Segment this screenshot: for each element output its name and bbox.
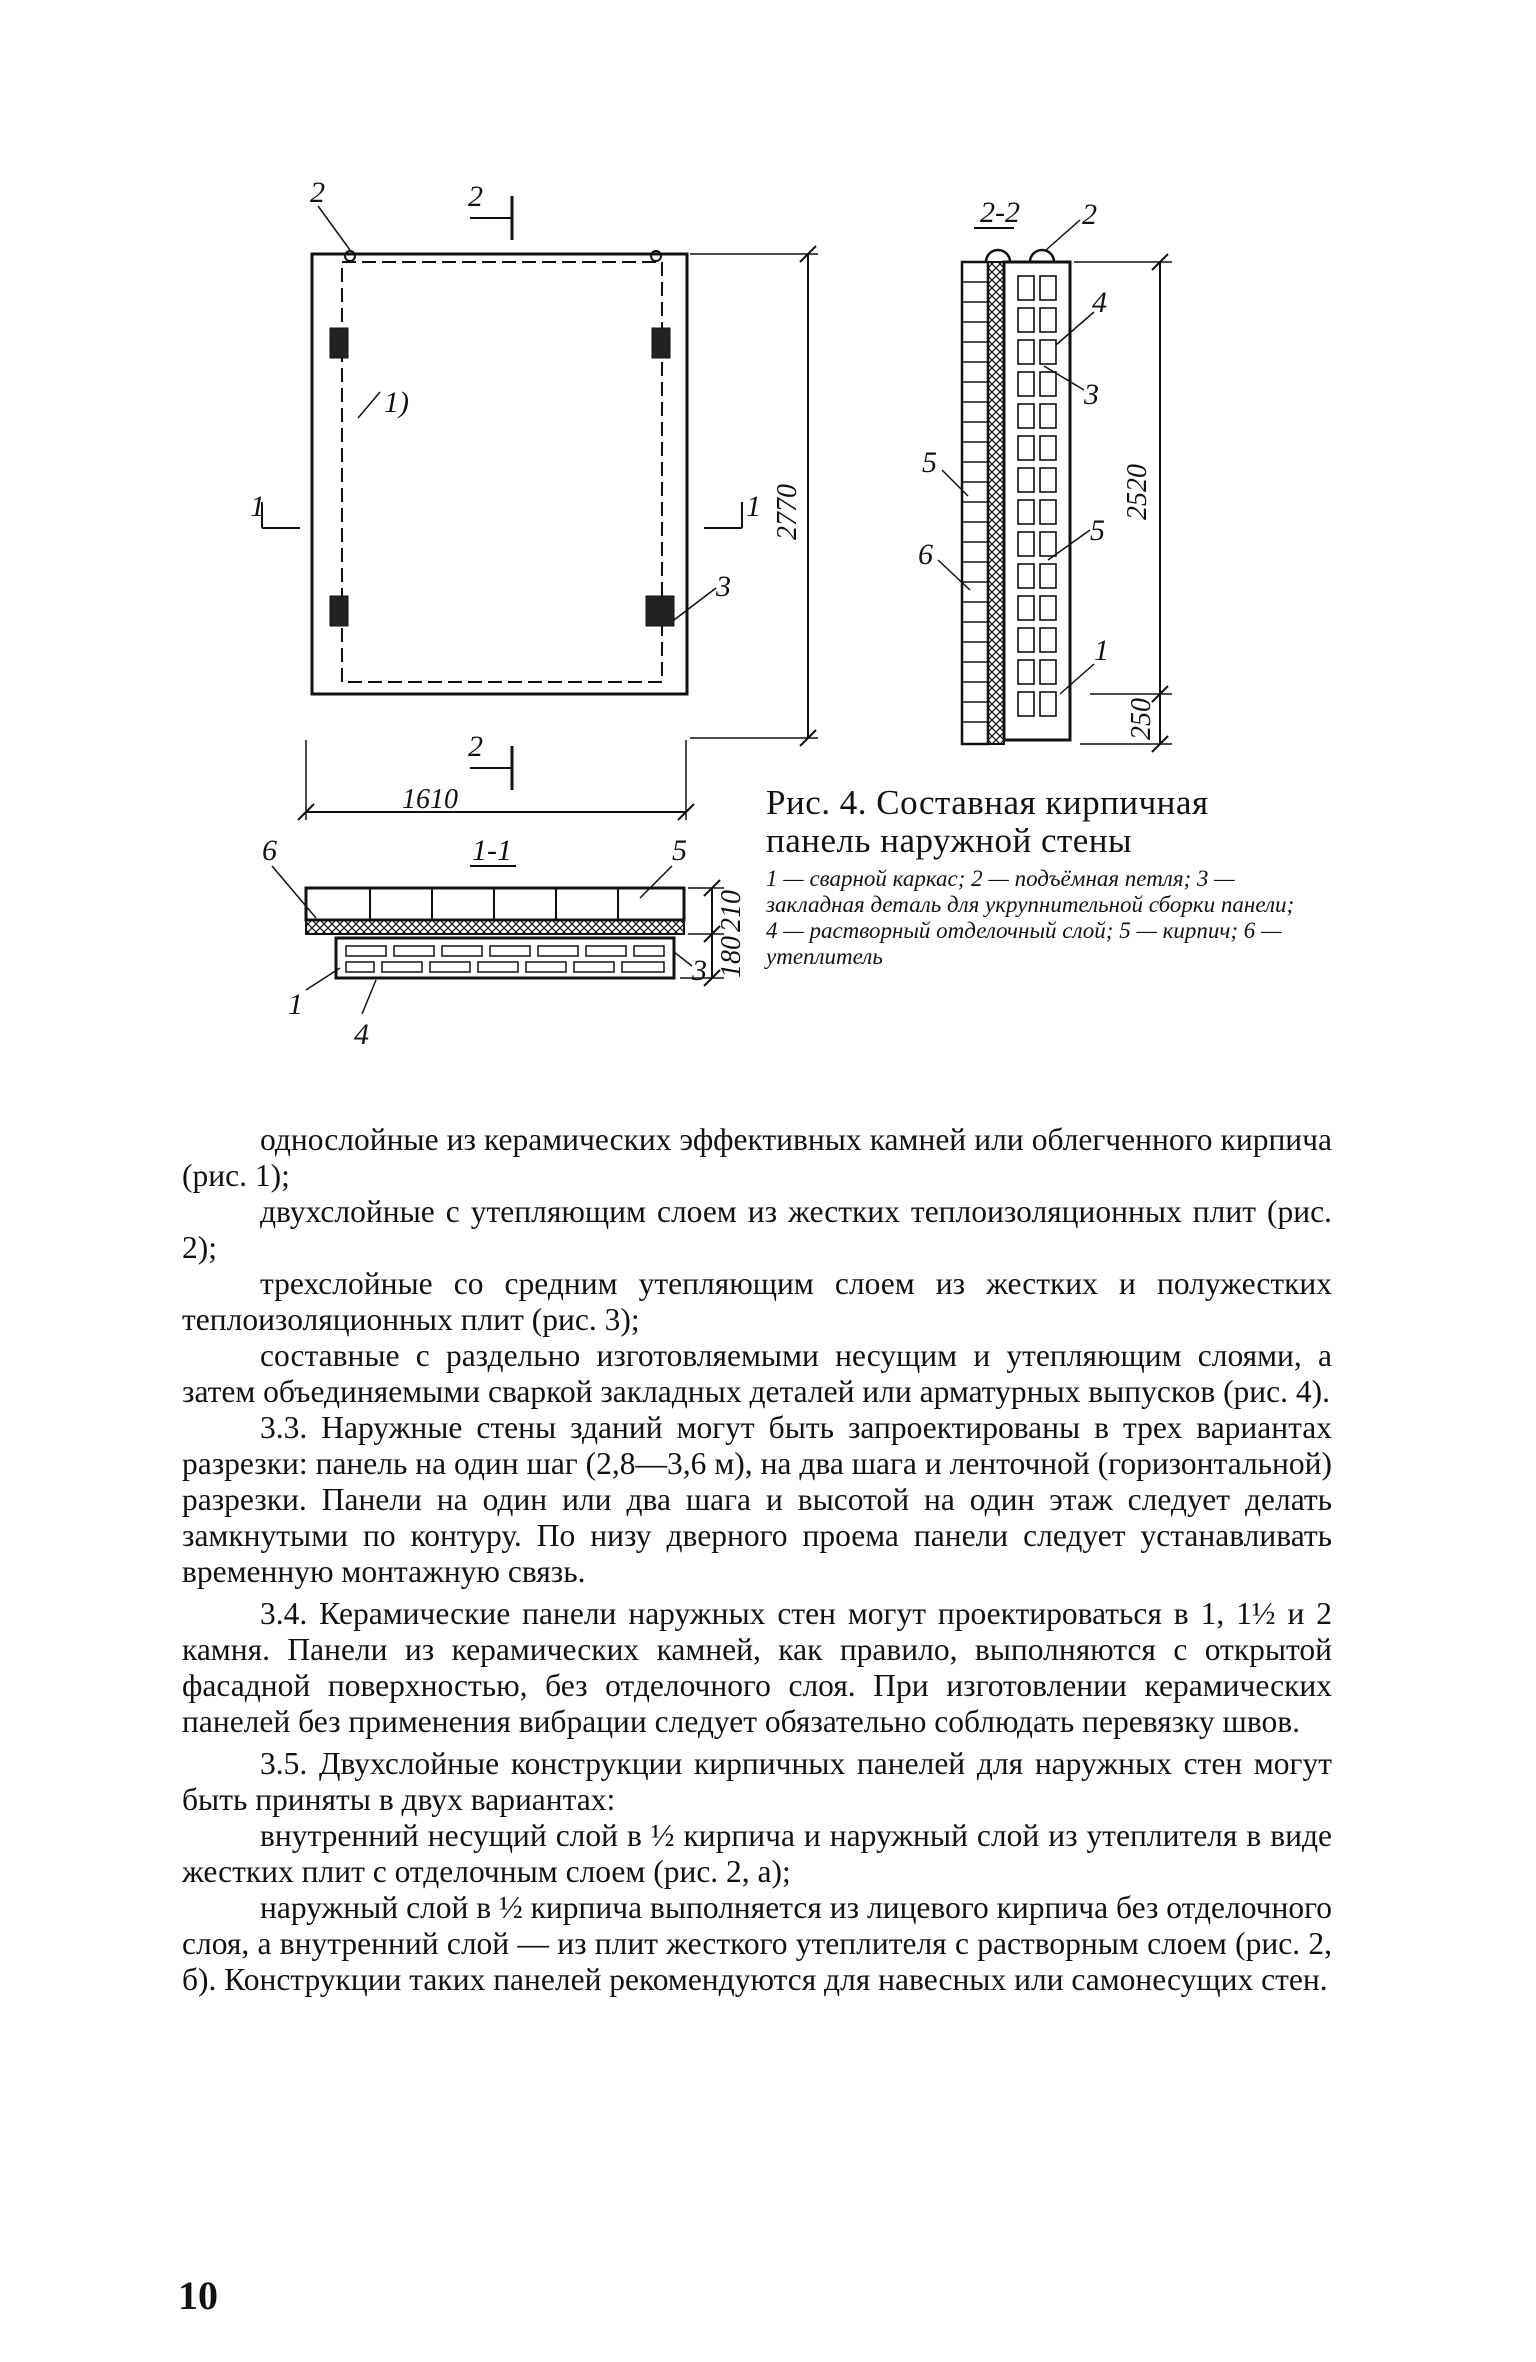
label-3: 3: [716, 570, 731, 603]
caption-title: Рис. 4. Составная кирпичная панель наружной стены: [766, 783, 1209, 860]
label-6: 6: [918, 538, 933, 571]
label-frame: 1): [384, 386, 409, 419]
dimension-250: 250: [1126, 698, 1157, 740]
dimension-1610: 1610: [402, 784, 458, 815]
label-4: 4: [1092, 286, 1107, 319]
label-3-section-1: 3: [692, 954, 707, 987]
paragraph: внутренний несущий слой в ½ кирпича и наружный слой из утеплителя в виде жестких плит с отделочным слоем (рис. 2, а);: [182, 1818, 1332, 1889]
label-3-section: 3: [1084, 378, 1099, 411]
dimension-180: 180: [716, 936, 747, 978]
label-1: 1: [1094, 634, 1109, 667]
label-6-section: 6: [262, 834, 277, 867]
paragraph: трехслойные со средним утепляющим слоем из жестких и полужестких теплоизоляционных плит (рис. 3);: [182, 1266, 1332, 1337]
figure-caption: [766, 784, 1306, 970]
label-5-mid: 5: [1090, 514, 1105, 547]
front-view: [262, 196, 818, 820]
page-number: 10: [178, 2273, 218, 2318]
label-5-top: 5: [922, 446, 937, 479]
paragraph: 3.5. Двухслойные конструкции кирпичных панелей для наружных стен могут быть приняты в двух вариантах:: [182, 1746, 1332, 1817]
paragraph: двухслойные с утепляющим слоем из жестких теплоизоляционных плит (рис. 2);: [182, 1194, 1332, 1265]
body-text: [182, 1122, 1332, 1998]
dimension-210: 210: [716, 890, 747, 932]
section-title-2-2: 2-2: [980, 196, 1020, 229]
section-mark-2-bottom: 2: [468, 730, 483, 763]
paragraph: 3.4. Керамические панели наружных стен могут проектироваться в 1, 1½ и 2 камня. Панели из керамических камней, как правило, выполняются с открытой фасадной поверхностью, без отделочного слоя. При изготовлении керамических панелей без применения вибрации следует обязательно соблюдать перевязку швов.: [182, 1596, 1332, 1739]
label-5-section: 5: [672, 834, 687, 867]
cut-mark-1-right: 1: [746, 490, 761, 523]
dimension-2770: 2770: [772, 484, 803, 540]
caption-legend: 1 — сварной каркас; 2 — подъёмная петля; 3 — закладная деталь для укрупнительной сборки панели; 4 — растворный отделочный слой; 5 — кирпич; 6 — утеплитель: [766, 866, 1295, 969]
cut-mark-1-left: 1: [250, 490, 265, 523]
paragraph: однослойные из керамических эффективных камней или облегченного кирпича (рис. 1);: [182, 1122, 1332, 1193]
paragraph: наружный слой в ½ кирпича выполняется из лицевого кирпича без отделочного слоя, а внутренний слой — из плит жесткого утеплителя с растворным слоем (рис. 2, б). Конструкции таких панелей рекомендуются для навесных или самонесущих стен.: [182, 1890, 1332, 1997]
paragraph: 3.3. Наружные стены зданий могут быть запроектированы в трех вариантах разрезки: панель на один шаг (2,8—3,6 м), на два шага и ленточной (горизонтальной) разрезки. Панели на один или два шага и высотой на один этаж следует делать замкнутыми по контуру. По низу дверного проема панели следует устанавливать временную монтажную связь.: [182, 1410, 1332, 1589]
section-title-1-1: 1-1: [472, 834, 512, 867]
section-1-1: [272, 866, 724, 1014]
label-4-section: 4: [354, 1018, 369, 1051]
label-1-section: 1: [288, 988, 303, 1021]
label-2-loop: 2: [1082, 198, 1097, 231]
section-mark-2-top: 2: [468, 180, 483, 213]
label-2: 2: [310, 176, 325, 209]
paragraph: составные с раздельно изготовляемыми несущим и утепляющим слоями, а затем объединяемыми сваркой закладных деталей или арматурных выпусков (рис. 4).: [182, 1338, 1332, 1409]
dimension-2520: 2520: [1122, 464, 1153, 520]
